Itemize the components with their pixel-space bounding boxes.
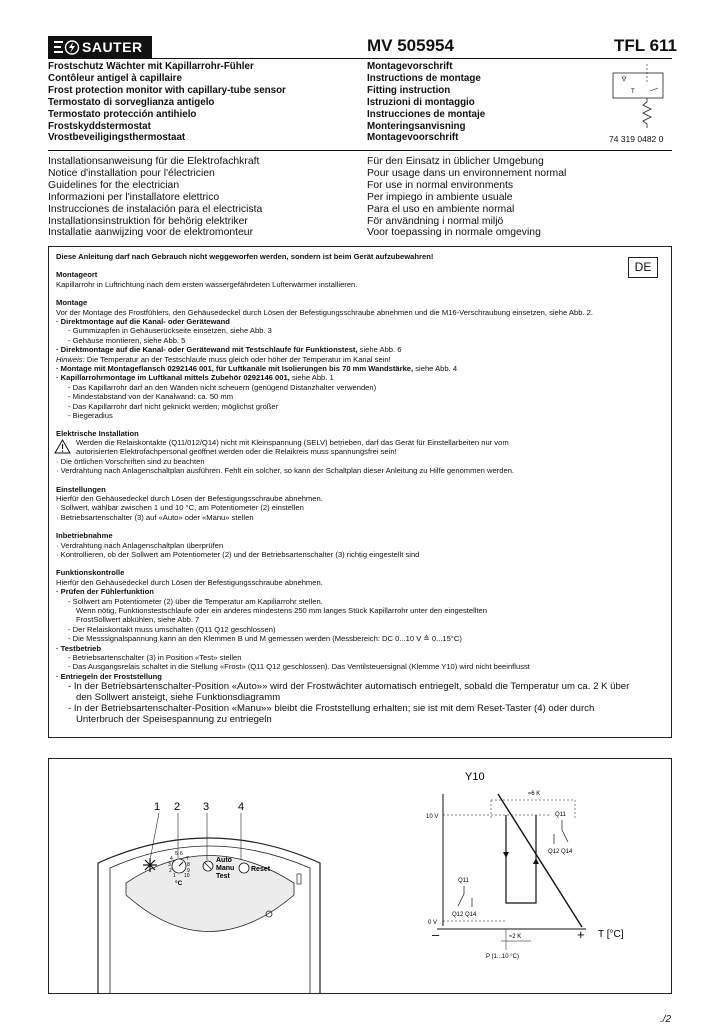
audience-line: Installatie aanwijzing voor de elektromonteur <box>48 227 254 239</box>
list-item: - Gehäuse montieren, siehe Abb. 5 <box>68 335 186 345</box>
montageort-heading: Montageort <box>56 270 98 280</box>
title-line: Fitting instruction <box>367 84 451 96</box>
list-item-ref: siehe Abb. 6 <box>357 345 402 355</box>
list-item: - Betriebsartenschalter (3) in Position «Test» stellen <box>68 653 242 663</box>
list-item: - In der Betriebsartenschalter-Position «Manu»» bleibt die Froststellung erhalten; sie ist mit dem Reset-Taster (4) oder durch <box>68 703 595 715</box>
audience-line: Installationsanweisung für die Elektrofachkraft <box>48 156 260 167</box>
dial-tick: 8 <box>187 862 190 868</box>
list-item: - Das Kapillarrohr darf nicht geknickt werden; möglichst großer <box>68 401 279 411</box>
einstellungen-heading: Einstellungen <box>56 484 106 494</box>
list-item <box>56 373 629 382</box>
relay-contact-frost <box>452 878 477 918</box>
list-item: · Entriegeln der Froststellung <box>56 671 162 681</box>
hint <box>56 355 629 364</box>
x-axis-label: T [°C] <box>598 929 624 940</box>
dial-tick: 4 <box>170 856 173 862</box>
title-line: Montagevoorschrift <box>367 132 459 144</box>
relay-q11: Q11 <box>458 878 469 884</box>
y-axis-label: Y10 <box>465 771 485 783</box>
list-item: - Das Ausgangsrelais schaltet in die Stellung «Frost» (Q11 Q12 geschlossen). Das Ventilsteuersignal (Klemme Y10) wird nicht beeinflusst <box>68 662 530 672</box>
hyst-bottom-label: ≈2 K <box>509 934 522 940</box>
title-line: Frost protection monitor with capillary-tube sensor <box>48 84 286 96</box>
audience-line: For use in normal environments <box>367 179 514 191</box>
language-badge: DE <box>628 257 658 278</box>
list-item: - Mindestabstand von der Kanalwand: ca. 50 mm <box>68 392 234 402</box>
title-line: Termostato di sorveglianza antigelo <box>48 96 215 108</box>
inbetriebnahme-heading: Inbetriebnahme <box>56 531 113 541</box>
audience-line: Guidelines for the electrician <box>48 179 180 191</box>
title-line: Frostskyddstermostat <box>48 120 151 132</box>
mode-test: Test <box>216 873 230 880</box>
dial-tick: 6 <box>180 851 183 857</box>
intro-text: Diese Anleitung darf nach Gebrauch nicht weggeworfen werden, sondern ist beim Gerät aufzubewahren! <box>56 252 434 261</box>
instructions-body <box>56 252 629 725</box>
warning-block <box>56 438 629 457</box>
audience-right <box>367 156 566 239</box>
list-item <box>56 345 629 354</box>
list-item-bold: · Kapillarrohrmontage im Luftkanal mittels Zubehör 0292146 001, <box>56 373 290 383</box>
list-item: · Die örtlichen Vorschriften sind zu beachten <box>56 456 205 466</box>
product-code: 74 319 0482 0 <box>609 134 664 144</box>
doc-number: MV 505954 <box>367 36 454 55</box>
title-line: Frostschutz Wächter mit Kapillarrohr-Fühler <box>48 61 254 72</box>
audience-line: Installationsinstruktion för behörig elektriker <box>48 215 248 227</box>
audience-line: Notice d'installation pour l'électricien <box>48 167 215 179</box>
montage-text: Vor der Montage des Frostfühlers, den Gehäusedeckel durch Lösen der Befestigungsschraube abnehmen und die M16-Verschraubung einsetzen, siehe Abb. 2. <box>56 307 593 317</box>
paragraph: Hierfür den Gehäusedeckel durch Lösen der Befestigungsschraube abnehmen. <box>56 493 323 503</box>
list-item: - Biegeradius <box>68 411 113 421</box>
list-item: · Verdrahtung nach Anlagenschaltplan überprüfen <box>56 540 224 550</box>
dial-tick: 3 <box>168 862 171 868</box>
hint-label: Hinweis: <box>56 354 85 364</box>
title-line: Monteringsanvisning <box>367 120 466 132</box>
dial-tick: 5 <box>175 851 178 857</box>
list-item: · Verdrahtung nach Anlagenschaltplan ausführen. Fehlt ein solcher, so kann der Schaltplan dieser Anleitung zu Hilfe genommen werden. <box>56 466 515 476</box>
frost-star-icon <box>143 858 157 872</box>
thermostat-symbol-icon <box>612 62 674 130</box>
warning-text: autorisierten Elektrofachpersonal geöffnet werden oder die Relaikreis muss spannungsfrei sein! <box>76 447 397 457</box>
audience-line: Für den Einsatz in üblicher Umgebung <box>367 156 544 167</box>
list-item: Wenn nötig, Funktionstestschlaufe oder ein anderes mindestens 250 mm langes Stück Kapillarrohr unter den eingestellten <box>76 606 488 615</box>
relay-contact-normal <box>548 812 573 855</box>
label-1: 1 <box>154 801 161 813</box>
product-name: TFL 611 <box>614 36 677 55</box>
dial-tick: 10 <box>184 873 190 879</box>
list-item: - In der Betriebsartenschalter-Position «Auto»» wird der Frostwächter automatisch entriegelt, sobald die Temperatur um ca. 2 K über <box>68 681 630 693</box>
title-line: Contôleur antigel à capillaire <box>48 72 182 84</box>
elektro-heading: Elektrische Installation <box>56 428 139 438</box>
audience-left <box>48 156 262 239</box>
hyst-top-label: ≈6 K <box>528 791 541 797</box>
list-item: den Sollwert ansteigt, siehe Funktionsdiagramm <box>76 692 281 704</box>
list-item: FrostSollwert abkühlen, siehe Abb. 7 <box>76 615 200 625</box>
list-item: · Testbetrieb <box>56 643 102 653</box>
funktionskontrolle-heading: Funktionskontrolle <box>56 568 125 578</box>
symbol-t: T <box>631 89 635 95</box>
list-item-bold: · Montage mit Montageflansch 0292146 001, für Luftkanäle mit Isolierungen bis 70 mm Wandstärke, <box>56 364 414 374</box>
section-rule <box>48 150 672 151</box>
audience-line: Para el uso en ambiente normal <box>367 203 515 215</box>
header-rule <box>48 58 672 59</box>
list-item: Unterbruch der Speisespannung zu entriegeln <box>76 714 272 726</box>
device-front <box>98 801 320 993</box>
audience-line: Pour usage dans un environnement normal <box>367 167 567 179</box>
audience-line: Informazioni per l'installatore elettrico <box>48 191 220 203</box>
titles-left <box>48 61 286 144</box>
montage-heading: Montage <box>56 298 88 308</box>
list-item: · Kontrollieren, ob der Sollwert am Potentiometer (2) und der Betriebsartenschalter (3) richtig eingestellt sind <box>56 549 420 559</box>
page-number: ./2 <box>660 1014 672 1025</box>
warning-text: Werden die Relaiskontakte (Q11/012/Q14) nicht mit Kleinspannung (SELV) betrieben, darf das Gerät für Einstellarbeiten nur vom <box>76 437 509 447</box>
title-line: Montagevorschrift <box>367 61 453 72</box>
label-3: 3 <box>203 801 210 813</box>
dial-tick: 9 <box>187 868 190 874</box>
dial-tick: 7 <box>186 856 189 862</box>
sauter-logo <box>48 36 152 59</box>
dial-unit: °C <box>175 880 183 887</box>
list-item: - Sollwert am Potentiometer (2) über die Temperatur am Kapiliarrohr stellen. <box>68 596 323 606</box>
y-top-label: 10 V <box>426 814 439 820</box>
list-item: · Prüfen der Fühlerfunktion <box>56 587 154 597</box>
montageort-text: Kapillarrohr in Luftrichtung nach dem ersten wassergefährdeten Lufterwärmer installieren. <box>56 279 358 289</box>
device-and-diagram <box>48 758 672 994</box>
list-item: · Direktmontage auf die Kanal- oder Gerätewand <box>56 317 230 327</box>
title-line: Instrucciones de montaje <box>367 108 486 120</box>
relay-q12-q14: Q12 Q14 <box>548 849 573 855</box>
title-line: Istruzioni di montaggio <box>367 96 475 108</box>
list-item: - Das Kapillarrohr darf an den Wänden nicht scheuern (genügend Distanzhalter verwenden) <box>68 382 377 392</box>
list-item <box>56 364 629 373</box>
list-item-ref: siehe Abb. 1 <box>289 373 334 383</box>
setpoint-label: P (1...10 °C) <box>486 954 519 960</box>
dial-tick: 1 <box>173 873 176 879</box>
audience-line: Instrucciones de instalación para el electricista <box>48 203 263 215</box>
mode-auto: Auto <box>216 857 232 864</box>
title-line: Instructions de montage <box>367 72 481 84</box>
reset-label: Reset <box>251 866 271 873</box>
audience-line: Per impiego in ambiente usuale <box>367 191 513 203</box>
x-plus: + <box>577 927 585 942</box>
list-item: · Betriebsartenschalter (3) auf «Auto» oder «Manu» stellen <box>56 512 254 522</box>
list-item-bold: · Direktmontage auf die Kanal- oder Gerätewand mit Testschlaufe für Funktionstest, <box>56 345 358 355</box>
title-line: Vrostbeveiligingsthermostaat <box>48 132 186 144</box>
function-diagram <box>426 771 624 960</box>
list-item: - Gummizapfen in Gehäuserückseite einsetzen, siehe Abb. 3 <box>68 326 272 336</box>
relay-q11: Q11 <box>555 812 566 818</box>
list-item: - Die Messsignalspannung kann an den Klemmen B und M gemessen werden (Messbereich: DC 0...10 V ≙ 0...15°C) <box>68 634 462 644</box>
paragraph: Hierfür den Gehäusedeckel durch Lösen der Befestigungsschraube abnehmen. <box>56 577 323 587</box>
label-2: 2 <box>174 801 181 813</box>
titles-right <box>367 61 485 144</box>
dial-tick: 2 <box>169 868 172 874</box>
list-item-ref: siehe Abb. 4 <box>413 364 458 374</box>
y-bottom-label: 0 V <box>428 920 438 926</box>
hint-text: Die Temperatur an der Testschlaufe muss gleich oder höher der Temperatur im Kanal sein! <box>84 354 391 364</box>
title-line: Termostato protección antihielo <box>48 108 197 120</box>
audience-line: Voor toepassing in normale omgeving <box>367 227 541 239</box>
mode-manu: Manu <box>216 865 235 872</box>
label-4: 4 <box>238 801 245 813</box>
brand-name: SAUTER <box>82 39 143 55</box>
logo-mark-icon <box>54 40 80 55</box>
list-item: · Sollwert, wählbar zwischen 1 und 10 °C, am Potentiometer (2) einstellen <box>56 503 304 513</box>
relay-q12-q14: Q12 Q14 <box>452 912 477 918</box>
warning-icon <box>54 439 71 454</box>
x-minus: – <box>432 927 440 942</box>
audience-line: För användning i normal miljö <box>367 215 504 227</box>
list-item: - Der Relaiskontakt muss umschalten (Q11 Q12 geschlossen) <box>68 624 276 634</box>
